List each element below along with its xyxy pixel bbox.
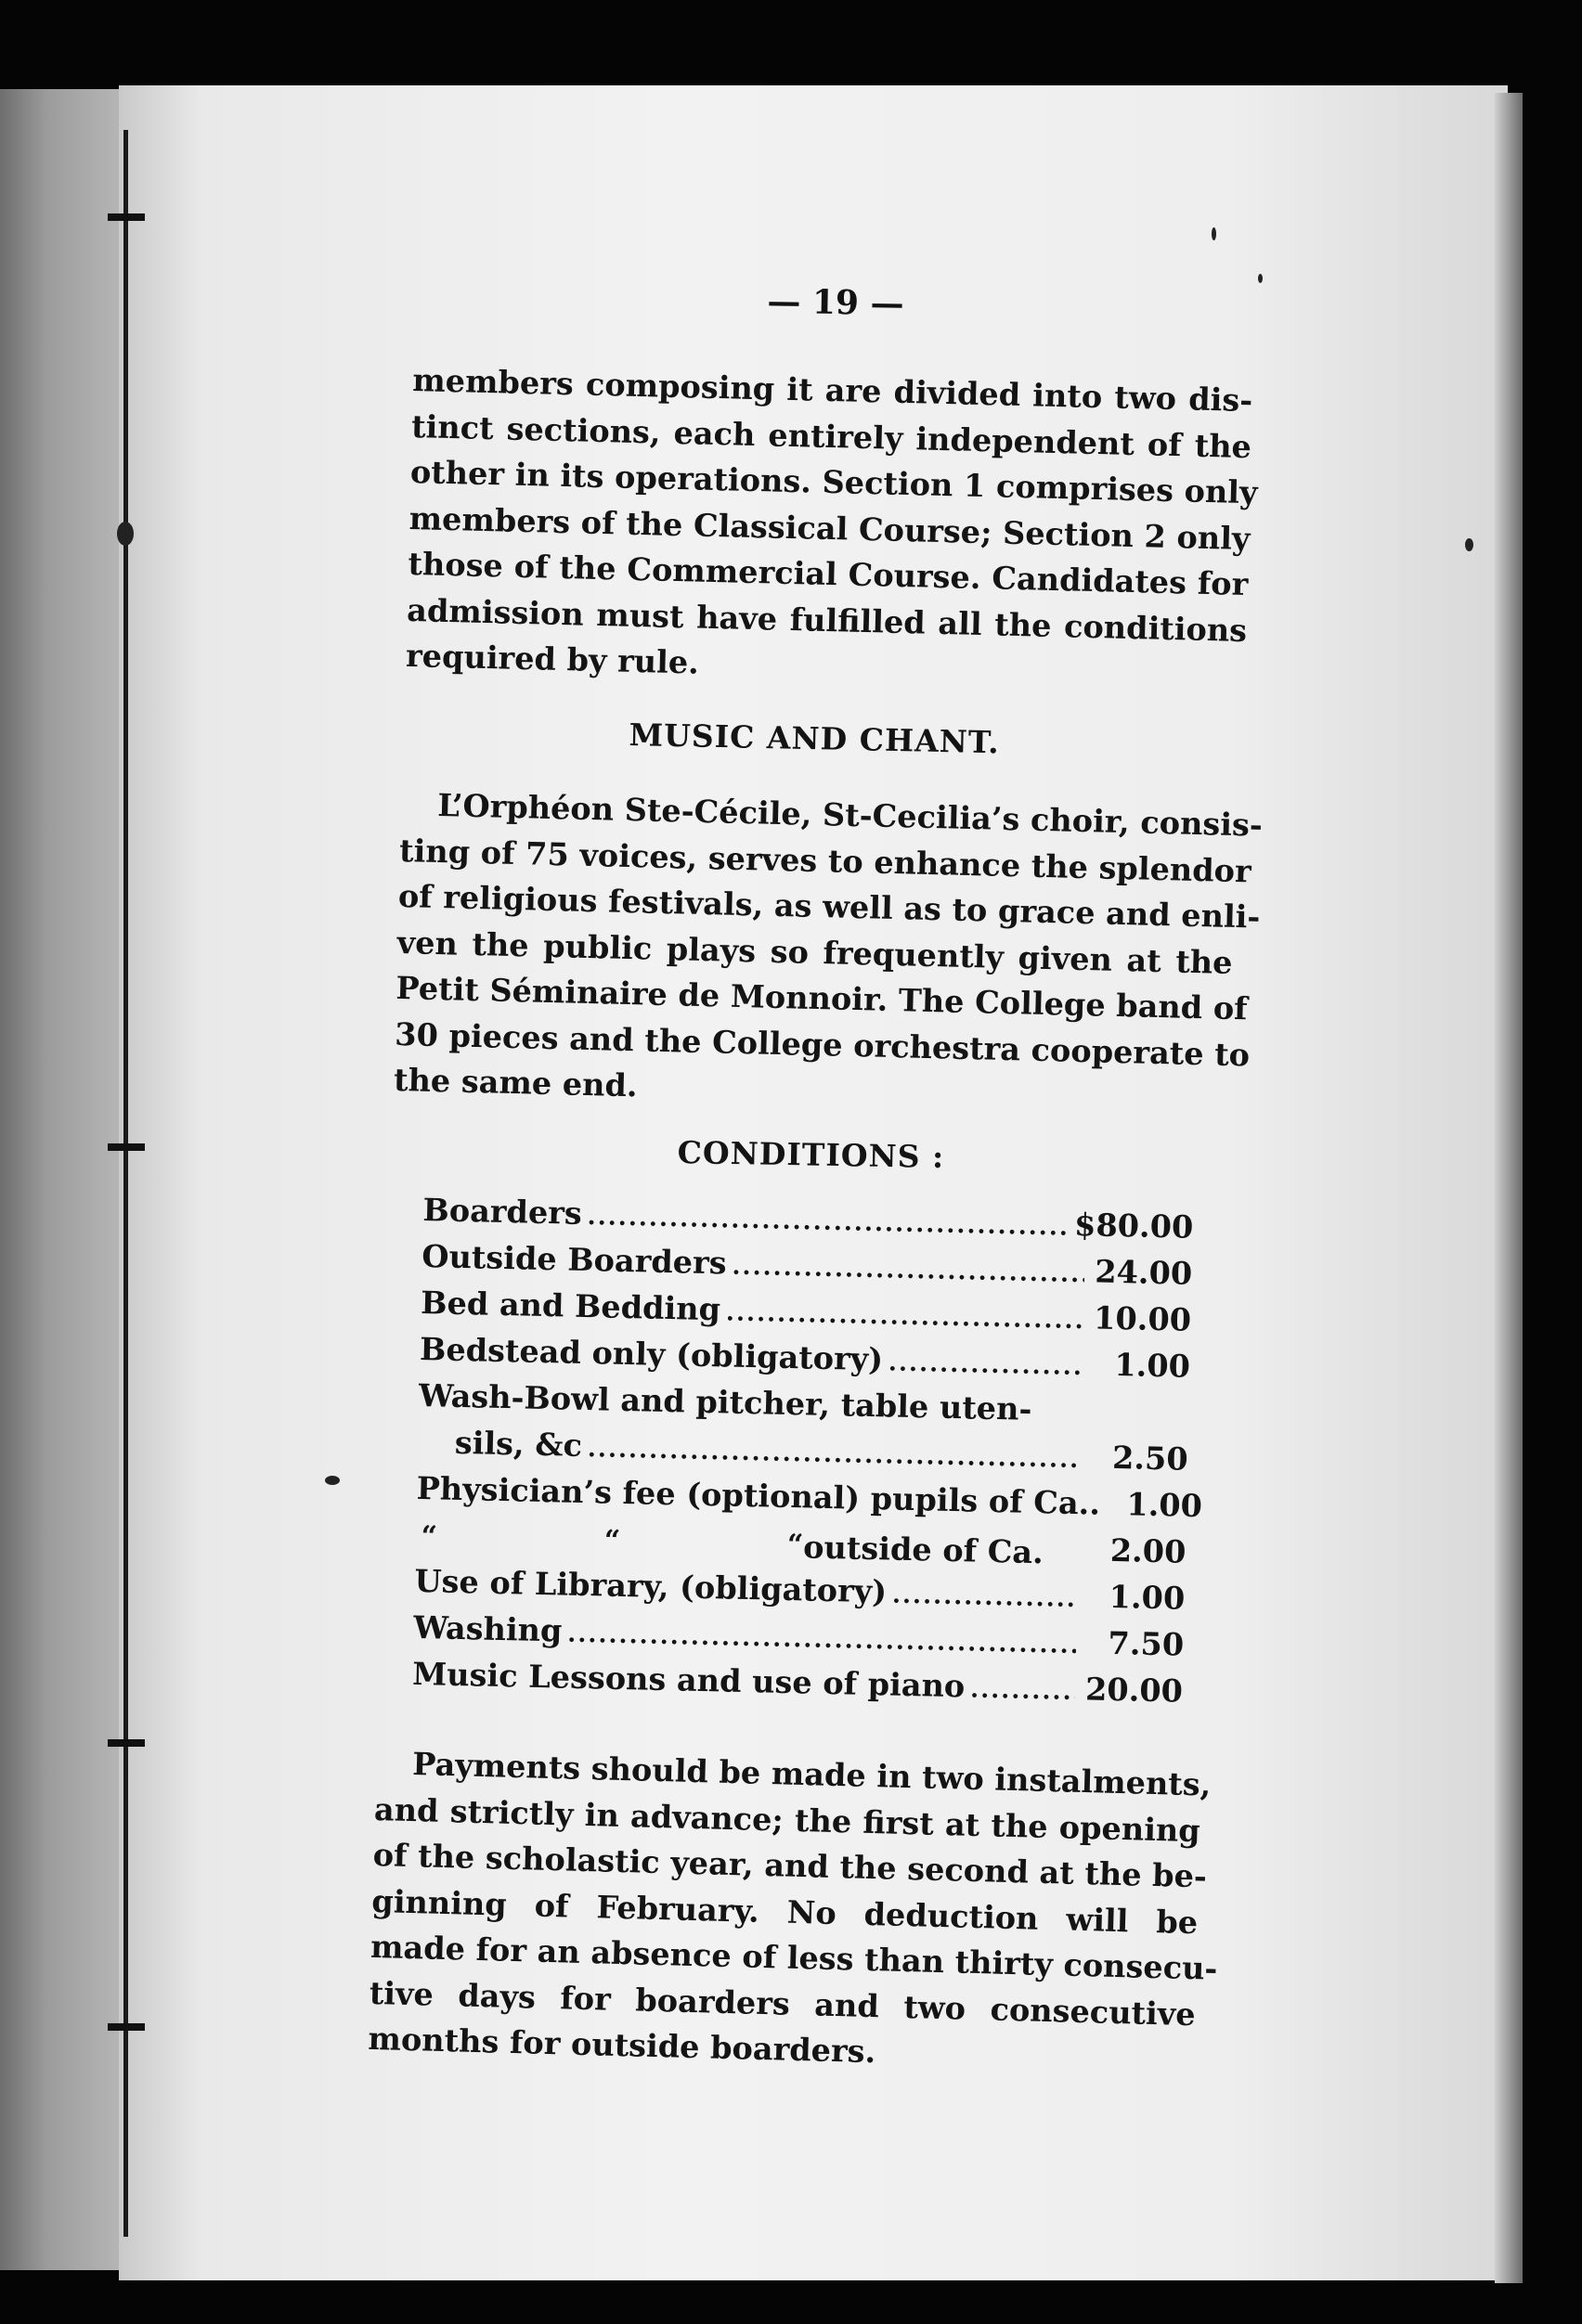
- leader-dots: [888, 1349, 1083, 1381]
- text-line: ting of 75 voices, serves to enhance the splendor: [398, 832, 1252, 889]
- ink-speck: [325, 1476, 340, 1485]
- fee-amount: [1087, 1421, 1189, 1423]
- ditto-mark: “: [786, 1528, 804, 1562]
- leader-dots: [726, 1298, 1084, 1335]
- fee-amount: 20.00: [1084, 1671, 1184, 1710]
- fee-label: sils, &c: [454, 1424, 583, 1464]
- text-line: admission must have fulfilled all the conditions: [406, 591, 1248, 649]
- text-line: Petit Séminaire de Monnoir. The College band of: [396, 969, 1249, 1027]
- text-line: other in its operations. Section 1 comprises only: [409, 453, 1258, 511]
- ink-speck: [1258, 274, 1263, 283]
- text-line: members composing it are divided into two dis-: [411, 361, 1253, 420]
- fees-list: [411, 1192, 1203, 1720]
- fee-label: Music Lessons and use of piano: [411, 1655, 966, 1705]
- fee-label: Use of Library, (obligatory): [414, 1562, 888, 1610]
- payments-paragraph: [368, 1740, 1218, 2084]
- text-line: the same end.: [393, 1061, 639, 1104]
- fee-amount: 2.50: [1111, 1439, 1189, 1478]
- text-line: L’Orphéon Ste-Cécile, St-Cecilia’s choir, consis-: [436, 786, 1264, 844]
- leader-dots: [567, 1620, 1076, 1659]
- page-binding-line: [123, 130, 128, 2237]
- text-line: Payments should be made in two instalments,: [411, 1746, 1212, 1803]
- leader-dots: [892, 1582, 1078, 1614]
- text-line: ven the public plays so frequently given at the: [396, 923, 1233, 981]
- text-line: of the scholastic year, and the second at the be-: [372, 1836, 1208, 1895]
- fee-amount: 1.00: [1125, 1486, 1203, 1525]
- text-line: tinct sections, each entirely independent of the: [410, 407, 1252, 465]
- text-line: of religious festivals, as well as to grace and enli-: [397, 877, 1261, 936]
- fee-label: Bedstead only (obligatory): [419, 1330, 884, 1378]
- fee-amount: 24.00: [1094, 1253, 1193, 1292]
- text-line: members of the Classical Course; Section 2 only: [408, 499, 1251, 557]
- fee-amount: 1.00: [1113, 1346, 1191, 1385]
- fee-amount: 10.00: [1093, 1299, 1192, 1338]
- binding-stitch: [117, 522, 134, 546]
- leader-dots: [1037, 1420, 1081, 1421]
- music-paragraph: [393, 781, 1264, 1123]
- text-line: tive days for boarders and two consecutive: [369, 1974, 1197, 2033]
- fee-label: Physician’s fee (optional) pupils of Ca..: [416, 1469, 1101, 1522]
- ink-speck: [1212, 227, 1216, 240]
- text-line: months for outside boarders.: [368, 2020, 876, 2071]
- text-line: and strictly in advance; the first at the opening: [373, 1790, 1201, 1849]
- page-fore-edge: [1495, 93, 1523, 2283]
- binding-stitch: [108, 1143, 145, 1151]
- fee-label-ditto: [415, 1520, 1044, 1571]
- ditto-mark: “: [421, 1520, 438, 1554]
- text-line: those of the Commercial Course. Candidates for: [408, 545, 1249, 603]
- leader-dots: [588, 1435, 1081, 1474]
- binding-stitch: [108, 2023, 145, 2031]
- intro-paragraph: [405, 357, 1258, 700]
- fee-label: outside of Ca.: [802, 1529, 1044, 1571]
- leader-dots: [970, 1676, 1075, 1707]
- fee-amount: 7.50: [1108, 1624, 1185, 1663]
- fee-label: Boarders: [422, 1192, 583, 1232]
- fee-label: Wash-Bowl and pitcher, table uten-: [418, 1376, 1032, 1427]
- text-line: made for an absence of less than thirty consecu-: [370, 1928, 1218, 1987]
- text-line: ginning of February. No deduction will be: [370, 1882, 1199, 1941]
- music-section-heading: MUSIC AND CHANT.: [629, 717, 1001, 761]
- fee-label: Bed and Bedding: [420, 1284, 721, 1328]
- fee-label: Washing: [412, 1608, 563, 1649]
- facing-page-edge: [0, 89, 119, 2270]
- binding-stitch: [108, 213, 145, 221]
- fee-amount: $80.00: [1073, 1206, 1194, 1246]
- text-line: 30 pieces and the College orchestra cooperate to: [394, 1015, 1251, 1073]
- leader-dots: [732, 1253, 1084, 1289]
- page-number: — 19 —: [767, 281, 904, 324]
- ditto-mark: “: [603, 1524, 621, 1557]
- leader-dots: [587, 1203, 1069, 1242]
- ditto-marks: [415, 1520, 804, 1565]
- fee-amount: 2.00: [1109, 1531, 1186, 1570]
- binding-stitch: [108, 1739, 145, 1747]
- fee-amount: 1.00: [1109, 1578, 1186, 1617]
- text-line: required by rule.: [405, 637, 700, 681]
- conditions-heading: CONDITIONS :: [677, 1134, 945, 1176]
- fee-label: Outside Boarders: [421, 1237, 728, 1282]
- ink-speck: [1465, 538, 1473, 551]
